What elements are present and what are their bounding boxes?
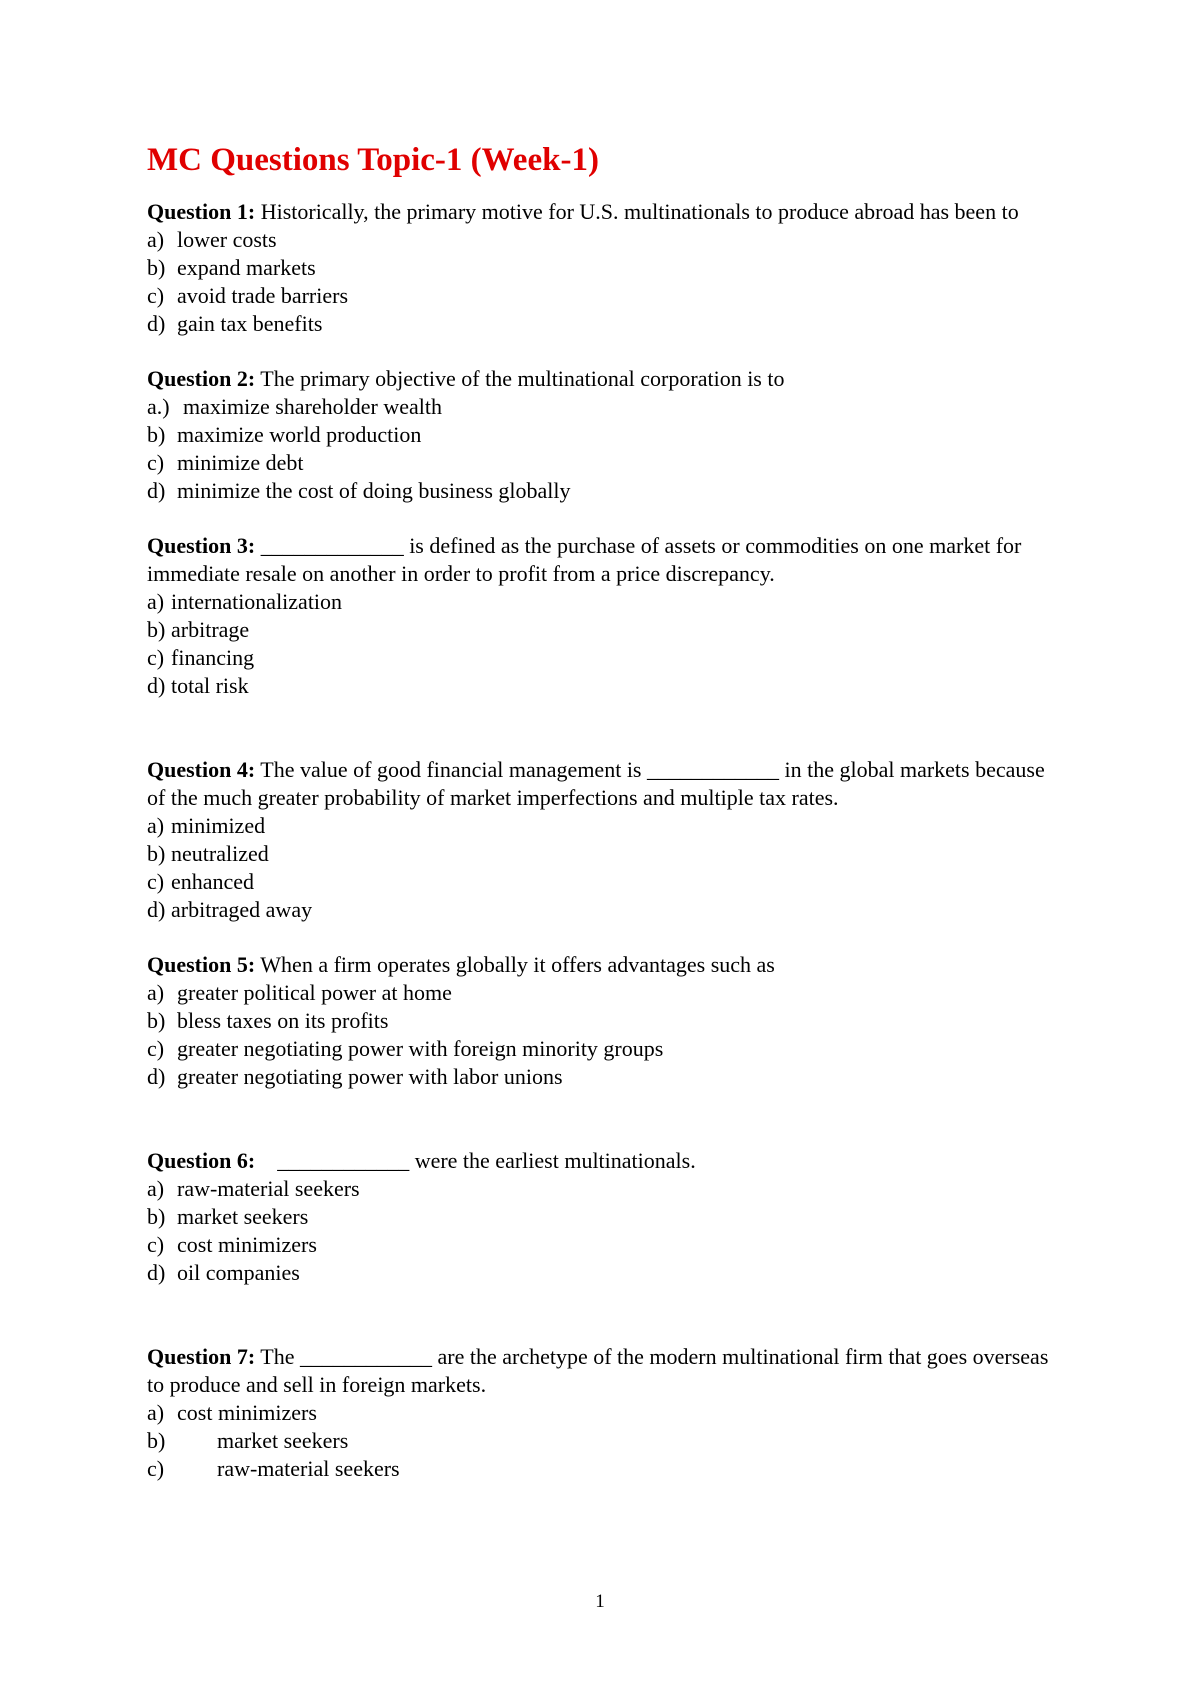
option-text: maximize shareholder wealth — [183, 394, 443, 419]
option-letter: b) — [147, 1008, 166, 1033]
option-d — [147, 672, 1067, 700]
option-list — [147, 226, 1067, 338]
option-text: oil companies — [177, 1260, 300, 1285]
question-text: ____________ were the earliest multinationals. — [255, 1148, 696, 1173]
page-number: 1 — [595, 1591, 605, 1612]
option-text: cost minimizers — [177, 1232, 317, 1257]
option-text: greater negotiating power with labor unions — [177, 1064, 563, 1089]
option-text: greater negotiating power with foreign minority groups — [177, 1036, 664, 1061]
option-c — [147, 868, 1067, 896]
option-letter: a) — [147, 589, 165, 614]
question-4 — [147, 756, 1067, 924]
option-text: total risk — [171, 673, 249, 698]
option-a — [147, 393, 1067, 421]
spacer — [147, 924, 1067, 951]
option-letter: c) — [147, 869, 165, 894]
option-text: financing — [171, 645, 255, 670]
question-label: Question 1: — [147, 199, 256, 224]
question-stem — [147, 365, 1067, 393]
option-letter: a) — [147, 813, 165, 838]
option-letter: b) — [147, 617, 166, 642]
option-letter: a.) — [147, 394, 170, 419]
question-label: Question 7: — [147, 1344, 256, 1369]
option-d — [147, 1259, 1067, 1287]
option-letter: d) — [147, 311, 166, 336]
question-text: _____________ is defined as the purchase of assets or commodities on one market for immediate resale on another in order to profit from a price discrepancy. — [147, 533, 1022, 586]
question-text: The ____________ are the archetype of the modern multinational firm that goes overseas to produce and sell in foreign markets. — [147, 1344, 1049, 1397]
option-list — [147, 812, 1067, 924]
question-label: Question 6: — [147, 1148, 256, 1173]
question-stem — [147, 951, 1067, 979]
question-6 — [147, 1147, 1067, 1287]
option-letter: b) — [147, 255, 166, 280]
option-a — [147, 1399, 1067, 1427]
option-letter: b) — [147, 1204, 166, 1229]
option-text: expand markets — [177, 255, 316, 280]
option-d — [147, 477, 1067, 505]
question-text: The primary objective of the multinational corporation is to — [255, 366, 785, 391]
option-d — [147, 1063, 1067, 1091]
option-text: greater political power at home — [177, 980, 452, 1005]
question-text: Historically, the primary motive for U.S. multinationals to produce abroad has been to — [255, 199, 1019, 224]
document-content — [147, 140, 1067, 1483]
option-letter: c) — [147, 645, 165, 670]
option-c — [147, 449, 1067, 477]
question-stem — [147, 198, 1067, 226]
question-3 — [147, 532, 1067, 700]
question-label: Question 3: — [147, 533, 256, 558]
question-label: Question 4: — [147, 757, 256, 782]
option-letter: c) — [147, 283, 165, 308]
option-letter: d) — [147, 1260, 166, 1285]
option-letter: c) — [147, 1456, 165, 1481]
option-text: cost minimizers — [177, 1400, 317, 1425]
question-stem — [147, 1343, 1067, 1399]
option-letter: c) — [147, 450, 165, 475]
option-letter: a) — [147, 1176, 165, 1201]
option-letter: a) — [147, 980, 165, 1005]
option-list — [147, 979, 1067, 1091]
question-text: The value of good financial management is ____________ in the global markets because of the much greater probability of market imperfections and multiple tax rates. — [147, 757, 1045, 810]
option-text: enhanced — [171, 869, 255, 894]
option-a — [147, 1175, 1067, 1203]
option-text: avoid trade barriers — [177, 283, 349, 308]
option-b — [147, 616, 1067, 644]
option-text: raw-material seekers — [217, 1456, 400, 1481]
option-text: maximize world production — [177, 422, 422, 447]
option-d — [147, 310, 1067, 338]
question-1 — [147, 198, 1067, 338]
option-text: neutralized — [171, 841, 269, 866]
option-text: market seekers — [177, 1204, 309, 1229]
question-label: Question 5: — [147, 952, 256, 977]
option-list — [147, 1399, 1067, 1483]
option-c — [147, 1231, 1067, 1259]
option-a — [147, 979, 1067, 1007]
option-text: raw-material seekers — [177, 1176, 360, 1201]
question-stem — [147, 756, 1067, 812]
option-letter: a) — [147, 227, 165, 252]
option-list — [147, 393, 1067, 505]
option-letter: a) — [147, 1400, 165, 1425]
spacer — [147, 1287, 1067, 1343]
option-text: minimized — [171, 813, 266, 838]
option-text: internationalization — [171, 589, 343, 614]
option-text: market seekers — [217, 1428, 349, 1453]
page-title: MC Questions Topic-1 (Week-1) — [147, 142, 599, 178]
option-d — [147, 896, 1067, 924]
option-text: minimize debt — [177, 450, 304, 475]
option-list — [147, 588, 1067, 700]
option-a — [147, 812, 1067, 840]
spacer — [147, 1091, 1067, 1147]
option-letter: c) — [147, 1232, 165, 1257]
option-text: bless taxes on its profits — [177, 1008, 389, 1033]
option-letter: b) — [147, 1428, 166, 1453]
question-2 — [147, 365, 1067, 505]
option-a — [147, 588, 1067, 616]
question-stem — [147, 532, 1067, 588]
option-b — [147, 1203, 1067, 1231]
option-letter: b) — [147, 841, 166, 866]
option-text: gain tax benefits — [177, 311, 323, 336]
option-letter: c) — [147, 1036, 165, 1061]
option-c — [147, 1455, 1067, 1483]
option-c — [147, 644, 1067, 672]
option-text: lower costs — [177, 227, 277, 252]
option-letter: d) — [147, 897, 166, 922]
option-letter: d) — [147, 1064, 166, 1089]
option-text: arbitrage — [171, 617, 250, 642]
question-7 — [147, 1343, 1067, 1483]
question-5 — [147, 951, 1067, 1091]
spacer — [147, 505, 1067, 532]
option-c — [147, 282, 1067, 310]
option-b — [147, 1427, 1067, 1455]
option-text: minimize the cost of doing business globally — [177, 478, 571, 503]
option-list — [147, 1175, 1067, 1287]
option-a — [147, 226, 1067, 254]
option-text: arbitraged away — [171, 897, 313, 922]
question-text: When a firm operates globally it offers advantages such as — [255, 952, 775, 977]
option-letter: d) — [147, 673, 166, 698]
option-letter: d) — [147, 478, 166, 503]
option-b — [147, 254, 1067, 282]
question-stem — [147, 1147, 1067, 1175]
spacer — [147, 338, 1067, 365]
spacer — [147, 700, 1067, 756]
option-b — [147, 1007, 1067, 1035]
question-label: Question 2: — [147, 366, 256, 391]
option-b — [147, 840, 1067, 868]
option-letter: b) — [147, 422, 166, 447]
option-c — [147, 1035, 1067, 1063]
option-b — [147, 421, 1067, 449]
